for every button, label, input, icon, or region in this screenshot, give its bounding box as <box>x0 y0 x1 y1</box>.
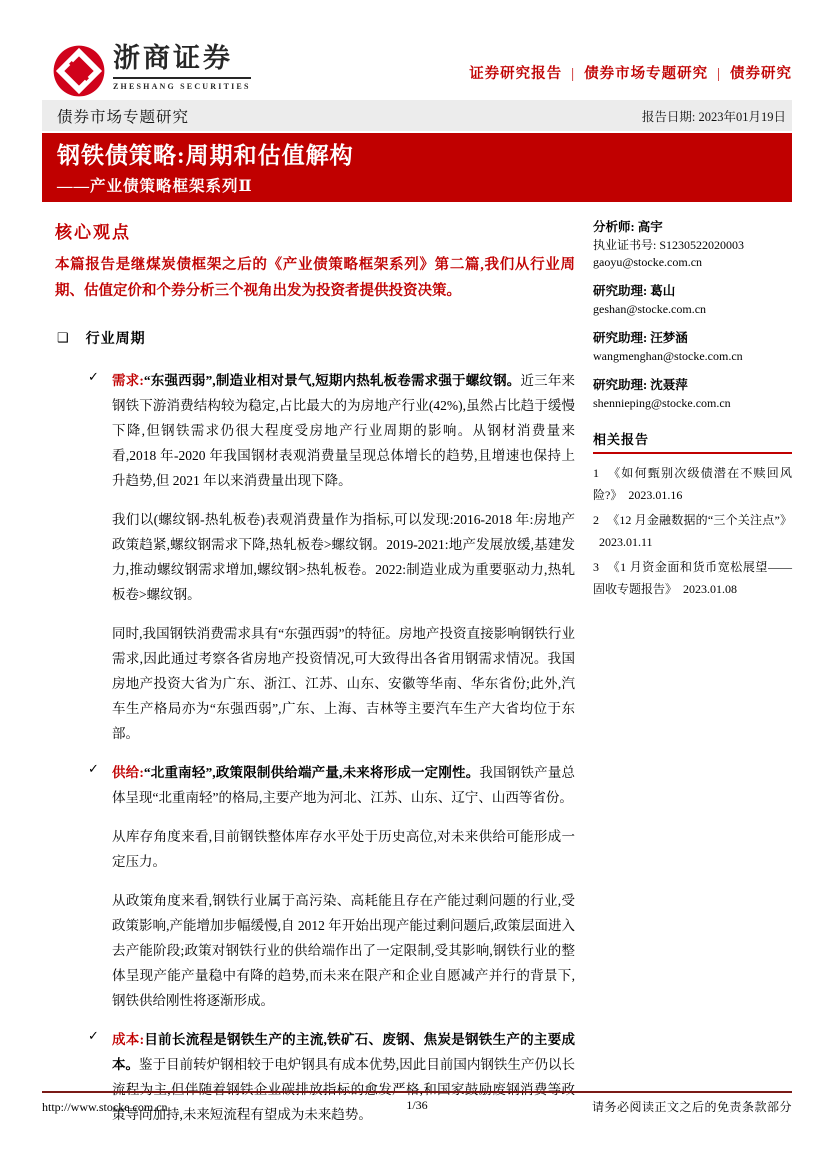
related-report-date: 2023.01.16 <box>628 488 683 502</box>
related-report-index: 2 <box>593 513 599 527</box>
assistant-name: 葛山 <box>650 284 676 298</box>
point-bold-lead: “北重南轻”,政策限制供给端产量,未来将形成一定刚性。 <box>143 765 480 780</box>
related-report-item <box>593 509 792 553</box>
related-report-title: 《1 月资金面和货币宽松展望——固收专题报告》 <box>593 560 792 596</box>
assistant-label: 研究助理: <box>593 284 648 298</box>
report-subtitle: ——产业债策略框架系列Ⅱ <box>57 177 253 195</box>
check-bullet-icon: ✓ <box>88 369 99 384</box>
assistant-info <box>593 376 792 412</box>
meta-bar <box>42 100 792 131</box>
check-bullet-icon: ✓ <box>88 1028 99 1043</box>
brand-logo <box>42 44 251 98</box>
brand-name-en: ZHESHANG SECURITIES <box>113 81 251 91</box>
section-industry-cycle <box>55 328 575 348</box>
paragraph: 同时,我国钢铁消费需求具有“东强西弱”的特征。房地产投资直接影响钢铁行业需求,因此通过考察各省房地产投资情况,可大致得出各省用钢需求情况。我国房地产投资大省为广东、浙江、江苏、山东、安徽等华南、华东省份;此外,汽车生产格局亦为“东强西弱”,广东、上海、吉林等主要汽车生产大省均位于东部。 <box>112 626 575 741</box>
assistant-name: 汪梦涵 <box>650 331 688 345</box>
main-content <box>42 218 792 1141</box>
paragraph: 从政策角度来看,钢铁行业属于高污染、高耗能且存在产能过剩问题的行业,受政策影响,产能增加步幅缓慢,自 2012 年开始出现产能过剩问题后,政策层面进入去产能阶段;政策对钢铁行业的供给端作出了一定限制,受其影响,钢铁行业的整体呈现产能产量稳中有降的趋势,而未来在限产和企业自愿减产并行的背景下,钢铁供给刚性将逐渐形成。 <box>112 893 575 1008</box>
paragraph: 从库存角度来看,目前钢铁整体库存水平处于历史高位,对未来供给可能形成一定压力。 <box>112 829 575 869</box>
point-label: 成本: <box>112 1032 145 1047</box>
license-label: 执业证书号: <box>593 238 657 252</box>
analyst-column <box>593 218 792 1141</box>
report-date <box>642 107 786 125</box>
point-body: 近三年来钢铁下游消费结构较为稳定,占比最大的为房地产行业(42%),虽然占比趋于缓慢下降,但钢铁需求仍很大程度受房地产行业周期的影响。从钢材消费量来看,2018 年-2020 年我国钢材表观消费量呈现总体增长的趋势,且增速也保持上升趋势,但 2021 年以来消费量出现下降。 <box>112 373 576 488</box>
related-report-title: 《如何甄别次级债潜在不赎回风险?》 <box>593 466 792 502</box>
related-report-date: 2023.01.11 <box>599 535 653 549</box>
assistant-email: wangmenghan@stocke.com.cn <box>593 349 743 363</box>
related-reports <box>593 429 792 600</box>
core-heading: 核心观点 <box>55 223 131 242</box>
point-label: 需求: <box>112 373 144 388</box>
classification-item: 证券研究报告 <box>469 66 563 82</box>
related-reports-heading: 相关报告 <box>593 429 792 454</box>
assistant-info <box>593 282 792 318</box>
assistant-label: 研究助理: <box>593 378 648 392</box>
related-report-title: 《12 月金融数据的“三个关注点”》 <box>607 513 792 527</box>
point-demand <box>88 368 575 493</box>
brand-text <box>113 44 251 91</box>
page-header <box>42 44 792 98</box>
point-text <box>112 760 575 810</box>
title-banner <box>42 133 792 202</box>
core-summary: 本篇报告是继煤炭债框架之后的《产业债策略框架系列》第二篇,我们从行业周期、估值定价和个券分析三个视角出发为投资者提供投资决策。 <box>55 257 575 299</box>
assistant-email: geshan@stocke.com.cn <box>593 302 707 316</box>
classification-item: 债券研究 <box>730 66 792 82</box>
classification-item: 债券市场专题研究 <box>584 66 709 82</box>
assistant-info <box>593 329 792 365</box>
report-date-label: 报告日期: <box>641 109 696 124</box>
report-date-value: 2023年01月19日 <box>698 109 786 124</box>
related-report-date: 2023.01.08 <box>683 582 738 596</box>
report-title: 钢铁债策略:周期和估值解构 <box>57 143 354 168</box>
assistant-label: 研究助理: <box>593 331 648 345</box>
page-footer <box>42 1091 792 1116</box>
analyst-info <box>593 218 792 271</box>
point-body: 我国钢铁产量总体呈现“北重南轻”的格局,主要产地为河北、江苏、山东、辽宁、山西等省份。 <box>112 765 576 805</box>
related-report-index: 1 <box>593 466 599 480</box>
core-view-column <box>42 218 575 1141</box>
assistant-line <box>593 329 792 348</box>
brand-name-cn: 浙商证券 <box>113 44 251 79</box>
assistant-email: shennieping@stocke.com.cn <box>593 396 731 410</box>
analyst-email: gaoyu@stocke.com.cn <box>593 255 703 269</box>
point-supply <box>88 760 575 810</box>
analyst-label: 分析师: <box>593 220 635 234</box>
classification-separator: | <box>571 66 576 82</box>
assistant-line <box>593 376 792 395</box>
related-report-item <box>593 556 792 600</box>
point-body: 鉴于目前转炉钢相较于电炉钢具有成本优势,因此目前国内钢铁生产仍以长流程为主,但伴随着钢铁企业碳排放指标的愈发严格,和国家鼓励废钢消费等政策导向加持,未来短流程有望成为未来趋势。 <box>112 1057 576 1122</box>
point-text <box>112 368 575 493</box>
paragraph: 我们以(螺纹钢-热轧板卷)表观消费量作为指标,可以发现:2016-2018 年:房地产政策趋紧,螺纹钢需求下降,热轧板卷>螺纹钢。2019-2021:地产发展放缓,基建发力,推动螺纹钢需求增加,螺纹钢>热轧板卷。2022:制造业成为重要驱动力,热轧板卷>螺纹钢。 <box>112 512 575 602</box>
footer-url: http://www.stocke.com.cn <box>42 1100 168 1114</box>
license-number: S1230522020003 <box>659 238 745 252</box>
report-category: 债券市场专题研究 <box>57 108 190 126</box>
page-number: 1/36 <box>406 1098 428 1112</box>
analyst-name: 高宇 <box>637 220 663 234</box>
license-line <box>593 237 792 254</box>
related-report-item <box>593 462 792 506</box>
point-bold-lead: “东强西弱”,制造业相对景气,短期内热轧板卷需求强于螺纹钢。 <box>143 373 521 388</box>
section-title: 行业周期 <box>85 332 146 347</box>
point-bold-lead: 目前长流程是钢铁生产的主流,铁矿石、废钢、焦炭是钢铁生产的主要成本。 <box>112 1032 575 1072</box>
assistant-name: 沈聂萍 <box>650 378 688 392</box>
square-bullet-icon: ❑ <box>57 330 69 345</box>
point-label: 供给: <box>112 765 144 780</box>
related-report-index: 3 <box>593 560 599 574</box>
classification-separator: | <box>717 66 721 82</box>
analyst-line <box>593 218 792 237</box>
zheshang-logo-icon <box>52 44 106 98</box>
report-classification <box>469 62 792 83</box>
assistant-line <box>593 282 792 301</box>
footer-disclaimer: 请务必阅读正文之后的免责条款部分 <box>591 1100 792 1114</box>
check-bullet-icon: ✓ <box>88 761 99 776</box>
